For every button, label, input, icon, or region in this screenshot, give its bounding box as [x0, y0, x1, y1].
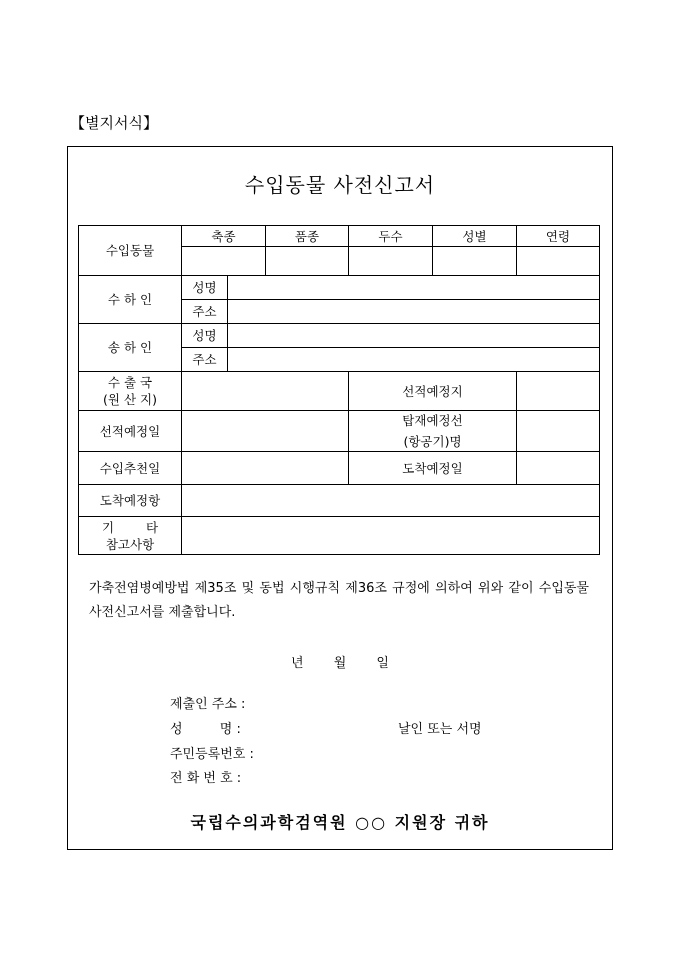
export-country-label — [79, 372, 182, 411]
consignor-address-field[interactable] — [228, 348, 600, 372]
submitter-name: 성 명 : — [170, 722, 241, 737]
loading-place-field[interactable] — [517, 372, 600, 411]
col-species: 축종 — [182, 226, 266, 247]
export-country-line1: 수 출 국 — [107, 375, 153, 390]
consignee-address-label: 주소 — [182, 300, 228, 324]
col-sex: 성별 — [433, 226, 517, 247]
form-title: 수입동물 사전신고서 — [244, 173, 436, 197]
submitter-address: 제출인 주소 : — [170, 697, 246, 712]
addressee: 국립수의과학검역원 ○○ 지원장 귀하 — [190, 813, 490, 832]
consignee-name-label: 성명 — [182, 276, 228, 300]
arrival-port-label: 도착예정항 — [79, 485, 182, 517]
age-field[interactable] — [517, 247, 600, 276]
loading-date-field[interactable] — [182, 411, 349, 452]
vessel-field[interactable] — [517, 411, 600, 452]
declaration-text: 가축전염병예방법 제35조 및 동법 시행규칙 제36조 규정에 의하여 위와 같이 수입동물 사전신고서를 제출합니다. — [89, 581, 589, 620]
other-line2: 참고사항 — [105, 536, 155, 552]
loading-date-label: 선적예정일 — [79, 411, 182, 452]
recommend-date-field[interactable] — [182, 452, 349, 485]
breed-field[interactable] — [266, 247, 349, 276]
vessel-line1: 탑재예정선 — [402, 413, 463, 428]
seal-or-signature: 날인 또는 서명 — [398, 722, 482, 737]
consignor-name-label: 성명 — [182, 324, 228, 348]
head-count-field[interactable] — [349, 247, 433, 276]
consignee-label: 수 하 인 — [79, 276, 182, 324]
sex-field[interactable] — [433, 247, 517, 276]
form-tag: 【별지서식】 — [70, 114, 158, 132]
col-head-count: 두수 — [349, 226, 433, 247]
date-line: 년 월 일 — [291, 656, 389, 671]
declaration-table — [78, 225, 600, 555]
arrival-port-field[interactable] — [182, 485, 600, 517]
other-label — [79, 517, 182, 555]
registration-number: 주민등록번호 : — [170, 747, 254, 762]
arrival-date-field[interactable] — [517, 452, 600, 485]
phone-number: 전 화 번 호 : — [170, 771, 242, 786]
consignor-name-field[interactable] — [228, 324, 600, 348]
other-field[interactable] — [182, 517, 600, 555]
vessel-line2: (항공기)명 — [403, 434, 462, 449]
form-frame — [67, 146, 613, 850]
export-country-field[interactable] — [182, 372, 349, 411]
loading-place-label: 선적예정지 — [349, 372, 517, 411]
consignor-label: 송 하 인 — [79, 324, 182, 372]
consignee-name-field[interactable] — [228, 276, 600, 300]
animal-label: 수입동물 — [79, 226, 182, 276]
col-age: 연령 — [517, 226, 600, 247]
vessel-label — [349, 411, 517, 452]
arrival-date-label: 도착예정일 — [349, 452, 517, 485]
col-breed: 품종 — [266, 226, 349, 247]
export-country-line2: (원 산 지) — [103, 392, 157, 407]
recommend-date-label: 수입추천일 — [79, 452, 182, 485]
species-field[interactable] — [182, 247, 266, 276]
consignee-address-field[interactable] — [228, 300, 600, 324]
other-line1: 기 타 — [101, 519, 173, 535]
consignor-address-label: 주소 — [182, 348, 228, 372]
